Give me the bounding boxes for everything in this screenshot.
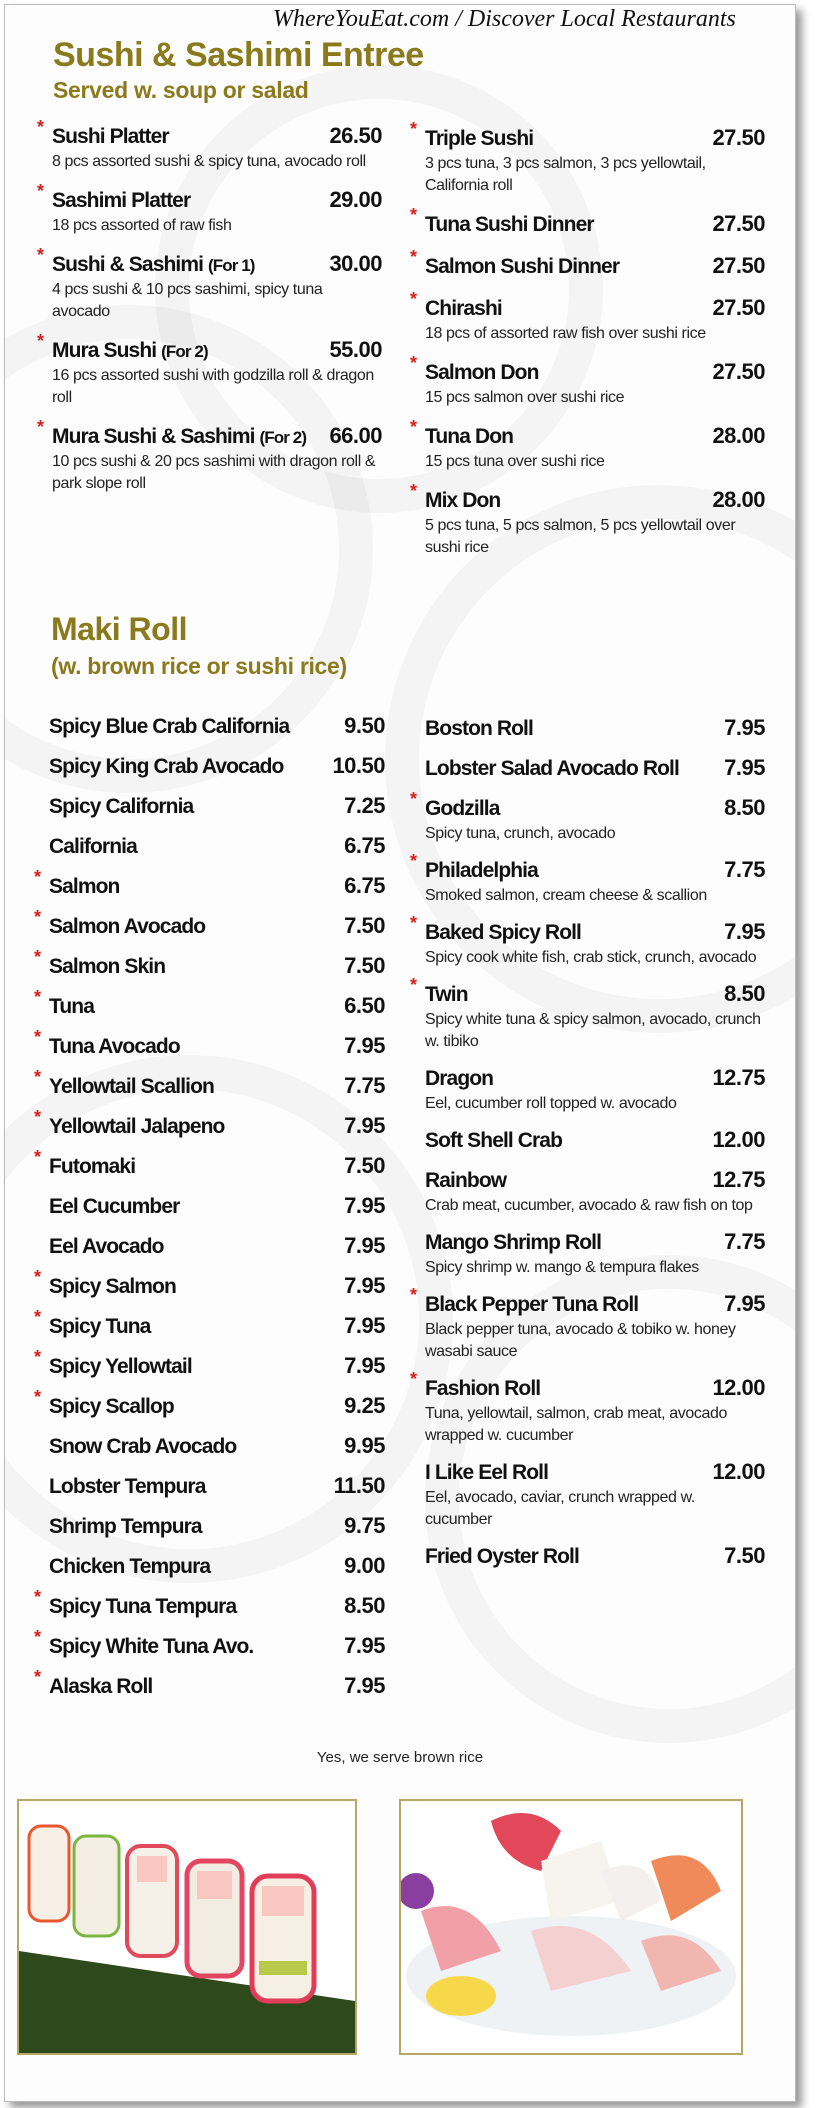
item-price: 12.00 (712, 1127, 765, 1152)
item-name-text: Godzilla (425, 797, 500, 820)
menu-item (34, 1147, 385, 1191)
item-name (425, 124, 704, 152)
star-icon: * (410, 417, 418, 437)
item-price: 9.95 (344, 1433, 385, 1458)
item-name-text: Tuna Avocado (49, 1035, 180, 1058)
item-description: Black pepper tuna, avocado & tobiko w. honey wasabi sauce (425, 1321, 736, 1360)
menu-item (49, 1231, 385, 1271)
item-name (49, 752, 324, 780)
menu-item (410, 1369, 765, 1457)
item-name-text: Boston Roll (425, 717, 533, 740)
item-price: 26.50 (329, 123, 382, 148)
star-icon: * (410, 481, 418, 501)
item-price: 11.50 (333, 1473, 385, 1498)
entree-title: Sushi & Sashimi Entree (53, 36, 424, 74)
item-name (49, 1672, 336, 1700)
item-name-text: Salmon Avocado (49, 915, 206, 938)
star-icon: * (34, 1147, 42, 1167)
item-name-text: Spicy Tuna Tempura (49, 1595, 237, 1618)
entree-subtitle: Served w. soup or salad (53, 77, 309, 103)
item-name (49, 1192, 336, 1220)
item-name (49, 872, 336, 900)
menu-item (425, 1227, 765, 1289)
menu-item (410, 851, 765, 917)
item-price: 27.50 (712, 295, 765, 320)
item-price: 7.95 (344, 1353, 385, 1378)
menu-item (425, 753, 765, 793)
star-icon: * (34, 1067, 42, 1087)
item-name-text: Mix Don (425, 489, 501, 512)
item-name (425, 1374, 704, 1402)
item-price: 7.95 (344, 1313, 385, 1338)
item-description: Smoked salmon, cream cheese & scallion (425, 887, 707, 904)
menu-item (410, 205, 765, 251)
star-icon: * (37, 245, 45, 265)
star-icon: * (34, 867, 42, 887)
item-name (49, 912, 336, 940)
item-name-text: Eel Cucumber (49, 1195, 180, 1218)
item-name (425, 1228, 716, 1256)
menu-item (37, 245, 382, 335)
item-description: Tuna, yellowtail, salmon, crab meat, avocado wrapped w. cucumber (425, 1405, 727, 1444)
item-name-text: Tuna Don (425, 425, 514, 448)
item-name (425, 1126, 704, 1154)
item-name (49, 792, 336, 820)
item-description: 10 pcs sushi & 20 pcs sashimi with dragon roll & park slope roll (52, 453, 376, 492)
item-name-text: Baked Spicy Roll (425, 921, 581, 944)
item-name (49, 952, 336, 980)
item-name-text: Spicy Yellowtail (49, 1355, 192, 1378)
item-name (49, 1072, 336, 1100)
item-name (425, 1458, 704, 1486)
item-price: 55.00 (329, 337, 382, 362)
brown-rice-note: Yes, we serve brown rice (316, 1749, 484, 1766)
item-name-text: Tuna Sushi Dinner (425, 213, 594, 236)
item-name (49, 1352, 336, 1380)
item-name-text: Chicken Tempura (49, 1555, 211, 1578)
menu-item (49, 751, 385, 791)
menu-page (4, 4, 796, 2102)
item-description: 16 pcs assorted sushi with godzilla roll & dragon roll (52, 367, 374, 406)
item-price: 27.50 (712, 359, 765, 384)
menu-item (34, 987, 385, 1031)
entree-right-column (410, 119, 765, 571)
star-icon: * (410, 913, 418, 933)
item-name (49, 1512, 336, 1540)
menu-item (410, 289, 765, 357)
item-price: 29.00 (329, 187, 382, 212)
item-name (49, 1272, 336, 1300)
star-icon: * (410, 975, 418, 995)
item-description: Spicy white tuna & spicy salmon, avocado, crunch w. tibiko (425, 1011, 761, 1050)
menu-item (37, 417, 382, 507)
item-name-text: Alaska Roll (49, 1675, 153, 1698)
item-price: 6.75 (344, 833, 385, 858)
menu-item (49, 1191, 385, 1231)
star-icon: * (34, 1587, 42, 1607)
menu-item (410, 417, 765, 485)
menu-item (34, 907, 385, 951)
item-name-text: Mura Sushi & Sashimi (52, 425, 255, 448)
menu-item (410, 247, 765, 293)
menu-item (49, 711, 385, 751)
watermark: WhereYouEat.com / Discover Local Restaurants (273, 6, 736, 32)
item-name (49, 1432, 336, 1460)
item-name (425, 422, 704, 450)
menu-item (34, 1027, 385, 1071)
item-name-text: Fried Oyster Roll (425, 1545, 579, 1568)
item-name-text: Fashion Roll (425, 1377, 541, 1400)
menu-item (425, 1165, 765, 1227)
item-name-text: Yellowtail Jalapeno (49, 1115, 225, 1138)
item-name-text: Spicy Tuna (49, 1315, 151, 1338)
item-name-text: Triple Sushi (425, 127, 534, 150)
item-price: 9.75 (344, 1513, 385, 1538)
maki-right-column (410, 713, 765, 1581)
menu-item (49, 791, 385, 831)
menu-item (34, 1587, 385, 1631)
menu-item (34, 867, 385, 911)
item-name-text: Lobster Salad Avocado Roll (425, 757, 679, 780)
item-description: Spicy shrimp w. mango & tempura flakes (425, 1259, 699, 1276)
item-name (52, 422, 321, 451)
item-name (49, 1392, 336, 1420)
star-icon: * (37, 117, 45, 137)
menu-item (34, 1347, 385, 1391)
item-name (425, 714, 716, 742)
item-price: 7.95 (344, 1113, 385, 1138)
item-description: 18 pcs assorted of raw fish (52, 217, 232, 234)
star-icon: * (34, 947, 42, 967)
item-description: 18 pcs of assorted raw fish over sushi rice (425, 325, 706, 342)
item-name (49, 1632, 336, 1660)
menu-item (49, 1551, 385, 1591)
item-serving-note: (For 2) (259, 428, 307, 447)
menu-item (410, 975, 765, 1063)
menu-item (425, 1125, 765, 1165)
menu-item (37, 117, 382, 185)
menu-item (425, 1457, 765, 1541)
item-price: 12.00 (712, 1375, 765, 1400)
item-name (49, 1312, 336, 1340)
item-price: 7.95 (724, 755, 765, 780)
item-name (49, 992, 336, 1020)
item-name-text: Mango Shrimp Roll (425, 1231, 602, 1254)
item-name-text: Mura Sushi (52, 339, 157, 362)
item-name (52, 122, 321, 150)
item-price: 10.50 (332, 753, 385, 778)
menu-item (34, 1067, 385, 1111)
item-name-text: Lobster Tempura (49, 1475, 206, 1498)
menu-item (410, 913, 765, 979)
item-price: 7.95 (724, 715, 765, 740)
item-price: 30.00 (329, 251, 382, 276)
menu-item (37, 181, 382, 249)
item-name-text: Salmon Sushi Dinner (425, 255, 620, 278)
item-name (49, 1552, 336, 1580)
item-name-text: Chirashi (425, 297, 502, 320)
item-description: 15 pcs salmon over sushi rice (425, 389, 625, 406)
menu-item (49, 1471, 385, 1511)
item-price: 7.95 (344, 1033, 385, 1058)
star-icon: * (34, 907, 42, 927)
item-description: Eel, cucumber roll topped w. avocado (425, 1095, 677, 1112)
menu-item (34, 1667, 385, 1711)
item-name-text: Soft Shell Crab (425, 1129, 563, 1152)
item-name (425, 358, 704, 386)
star-icon: * (34, 987, 42, 1007)
star-icon: * (34, 1627, 42, 1647)
item-description: 5 pcs tuna, 5 pcs salmon, 5 pcs yellowtail over sushi rice (425, 517, 736, 556)
item-name-text: Twin (425, 983, 468, 1006)
item-name-text: Spicy King Crab Avocado (49, 755, 284, 778)
item-price: 7.95 (344, 1233, 385, 1258)
item-name-text: I Like Eel Roll (425, 1461, 549, 1484)
item-price: 7.95 (344, 1273, 385, 1298)
item-price: 7.95 (344, 1193, 385, 1218)
star-icon: * (34, 1267, 42, 1287)
item-name-text: Spicy California (49, 795, 194, 818)
star-icon: * (34, 1387, 42, 1407)
star-icon: * (410, 1369, 418, 1389)
star-icon: * (410, 119, 418, 139)
item-price: 7.75 (724, 857, 765, 882)
item-name-text: Dragon (425, 1067, 494, 1090)
star-icon: * (34, 1667, 42, 1687)
item-price: 6.75 (344, 873, 385, 898)
item-price: 7.75 (724, 1229, 765, 1254)
maki-title: Maki Roll (51, 611, 187, 647)
item-price: 7.25 (344, 793, 385, 818)
item-name (425, 754, 716, 782)
item-price: 27.50 (712, 125, 765, 150)
item-name-text: Shrimp Tempura (49, 1515, 202, 1538)
star-icon: * (410, 205, 418, 225)
menu-item (34, 1387, 385, 1431)
menu-item (410, 481, 765, 571)
star-icon: * (37, 331, 45, 351)
item-name (49, 712, 336, 740)
star-icon: * (37, 417, 45, 437)
item-description: 4 pcs sushi & 10 pcs sashimi, spicy tuna avocado (52, 281, 323, 320)
item-name-text: Yellowtail Scallion (49, 1075, 214, 1098)
item-price: 7.95 (724, 1291, 765, 1316)
item-name (52, 250, 321, 279)
item-name (49, 1032, 336, 1060)
menu-item (34, 1107, 385, 1151)
item-price: 7.50 (344, 953, 385, 978)
maki-left-column (34, 711, 385, 1711)
item-price: 7.50 (344, 1153, 385, 1178)
item-price: 6.50 (344, 993, 385, 1018)
item-price: 8.50 (724, 795, 765, 820)
menu-item (410, 353, 765, 421)
item-name-text: Futomaki (49, 1155, 136, 1178)
item-name-text: Salmon Skin (49, 955, 166, 978)
item-name-text: Philadelphia (425, 859, 538, 882)
item-name (49, 1472, 326, 1500)
item-name-text: Sashimi Platter (52, 189, 191, 212)
item-name-text: Black Pepper Tuna Roll (425, 1293, 639, 1316)
item-name (425, 294, 704, 322)
item-name (425, 1290, 716, 1318)
item-price: 7.50 (344, 913, 385, 938)
item-name (425, 1542, 716, 1570)
item-price: 9.50 (344, 713, 385, 738)
item-name (425, 918, 716, 946)
item-name-text: Rainbow (425, 1169, 507, 1192)
star-icon: * (410, 353, 418, 373)
menu-item (410, 789, 765, 855)
item-description: 3 pcs tuna, 3 pcs salmon, 3 pcs yellowtail, California roll (425, 155, 706, 194)
menu-item (34, 1627, 385, 1671)
item-name (49, 1152, 336, 1180)
item-price: 7.95 (724, 919, 765, 944)
item-price: 7.50 (724, 1543, 765, 1568)
item-description: 8 pcs assorted sushi & spicy tuna, avocado roll (52, 153, 366, 170)
menu-item (34, 1267, 385, 1311)
menu-item (410, 119, 765, 209)
item-name (425, 1064, 704, 1092)
item-price: 8.50 (724, 981, 765, 1006)
item-name-text: Spicy White Tuna Avo. (49, 1635, 254, 1658)
item-name (52, 336, 321, 365)
menu-item (425, 713, 765, 753)
item-price: 7.95 (344, 1633, 385, 1658)
menu-item (425, 1541, 765, 1581)
item-description: Spicy tuna, crunch, avocado (425, 825, 616, 842)
menu-item (37, 331, 382, 421)
item-price: 9.25 (344, 1393, 385, 1418)
item-name (49, 832, 336, 860)
star-icon: * (410, 789, 418, 809)
item-name-text: Salmon Don (425, 361, 539, 384)
item-price: 12.75 (712, 1167, 765, 1192)
star-icon: * (34, 1347, 42, 1367)
item-name-text: Spicy Scallop (49, 1395, 174, 1418)
item-name (425, 794, 716, 822)
item-name-text: Spicy Salmon (49, 1275, 176, 1298)
item-description: Spicy cook white fish, crab stick, crunch, avocado (425, 949, 757, 966)
item-description: Eel, avocado, caviar, crunch wrapped w. cucumber (425, 1489, 695, 1528)
sashimi-bowl-photo (399, 1799, 743, 2055)
menu-item (49, 1431, 385, 1471)
star-icon: * (410, 289, 418, 309)
item-name-text: Snow Crab Avocado (49, 1435, 237, 1458)
item-name (425, 980, 716, 1008)
item-price: 8.50 (344, 1593, 385, 1618)
item-description: Crab meat, cucumber, avocado & raw fish on top (425, 1197, 753, 1214)
item-serving-note: (For 2) (161, 342, 208, 361)
item-name (49, 1112, 336, 1140)
star-icon: * (34, 1107, 42, 1127)
item-name-text: Spicy Blue Crab California (49, 715, 290, 738)
item-description: 15 pcs tuna over sushi rice (425, 453, 605, 470)
item-name (52, 186, 321, 214)
item-name (425, 210, 704, 238)
item-name-text: Sushi & Sashimi (52, 253, 204, 276)
entree-left-column (37, 117, 382, 507)
item-name (425, 856, 716, 884)
item-name-text: Sushi Platter (52, 125, 169, 148)
star-icon: * (34, 1027, 42, 1047)
item-serving-note: (For 1) (207, 256, 255, 275)
sushi-roll-photo (17, 1799, 357, 2055)
menu-item (49, 831, 385, 871)
item-price: 12.00 (712, 1459, 765, 1484)
menu-item (425, 1063, 765, 1125)
item-name-text: California (49, 835, 137, 858)
item-name (49, 1232, 336, 1260)
item-name (425, 252, 704, 280)
item-price: 28.00 (712, 487, 765, 512)
item-price: 7.75 (344, 1073, 385, 1098)
item-name (425, 486, 704, 514)
item-name-text: Eel Avocado (49, 1235, 164, 1258)
item-price: 66.00 (329, 423, 382, 448)
item-price: 7.95 (344, 1673, 385, 1698)
item-price: 27.50 (712, 211, 765, 236)
menu-item (34, 1307, 385, 1351)
star-icon: * (37, 181, 45, 201)
item-price: 12.75 (712, 1065, 765, 1090)
menu-item (34, 947, 385, 991)
item-price: 28.00 (712, 423, 765, 448)
item-name-text: Tuna (49, 995, 95, 1018)
item-name (49, 1592, 336, 1620)
item-name-text: Salmon (49, 875, 120, 898)
menu-item (49, 1511, 385, 1551)
star-icon: * (410, 1285, 418, 1305)
item-price: 9.00 (344, 1553, 385, 1578)
maki-subtitle: (w. brown rice or sushi rice) (51, 653, 347, 679)
menu-item (410, 1285, 765, 1373)
star-icon: * (410, 851, 418, 871)
item-price: 27.50 (712, 253, 765, 278)
item-name (425, 1166, 704, 1194)
star-icon: * (34, 1307, 42, 1327)
star-icon: * (410, 247, 418, 267)
